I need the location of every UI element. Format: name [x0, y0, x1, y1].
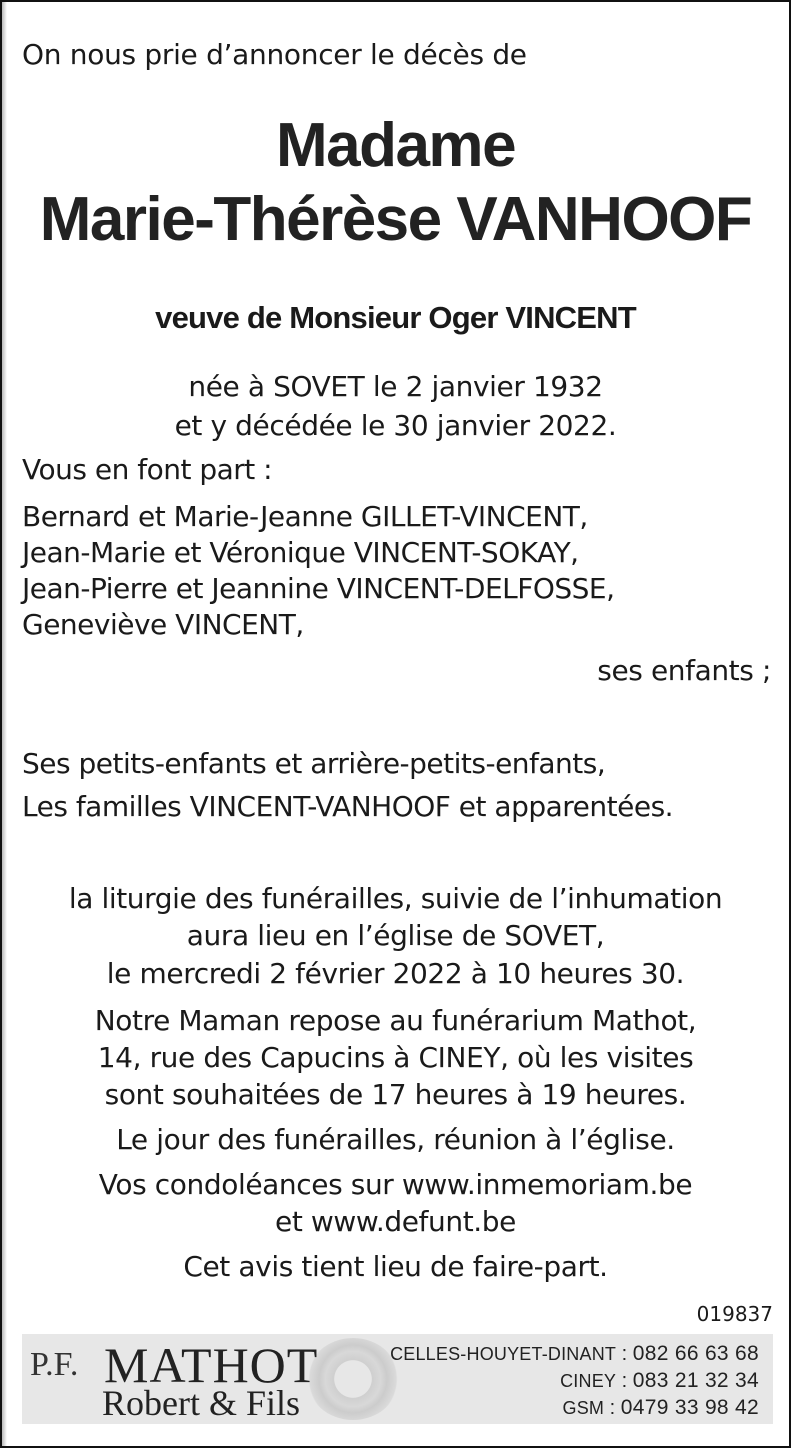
contact-row: GSM : 0479 33 98 42 [562, 1396, 759, 1419]
families-line: Les familles VINCENT-VANHOOF et apparentées. [22, 790, 674, 823]
contact-number: 0479 33 98 42 [620, 1396, 759, 1419]
contact-row: CINEY : 083 21 32 34 [560, 1369, 759, 1392]
contact-label: GSM [562, 1398, 605, 1418]
liturgy-line: aura lieu en l’église de SOVET, [186, 919, 605, 952]
child-line: Jean-Marie et Véronique VINCENT-SOKAY, [22, 536, 579, 569]
liturgy-line: le mercredi 2 février 2022 à 10 heures 30. [106, 957, 685, 990]
contact-number: 082 66 63 68 [632, 1342, 759, 1365]
condolences-line: et www.defunt.be [275, 1205, 516, 1238]
deceased-title: Madame [275, 111, 516, 180]
child-line: Geneviève VINCENT, [22, 608, 304, 641]
brand-name: MATHOT [104, 1337, 319, 1393]
deceased-name: Marie-Thérèse VANHOOF [39, 185, 752, 254]
repose-line: 14, rue des Capucins à CINEY, où les visites [97, 1041, 694, 1074]
pf-label: P.F. [30, 1346, 79, 1383]
grandchildren-line: Ses petits-enfants et arrière-petits-enfants, [22, 747, 606, 780]
death-line: et y décédée le 30 janvier 2022. [174, 409, 617, 442]
contact-list [359, 1340, 759, 1421]
contact-row: CELLES-HOUYET-DINANT : 082 66 63 68 [390, 1342, 759, 1365]
children-label: ses enfants ; [597, 654, 771, 687]
repose-line: sont souhaitées de 17 heures à 19 heures. [104, 1078, 687, 1111]
repose-line: Notre Maman repose au funérarium Mathot, [94, 1004, 697, 1037]
child-line: Jean-Pierre et Jeannine VINCENT-DELFOSSE, [22, 572, 615, 605]
widow-of: veuve de Monsieur Oger VINCENT [155, 300, 636, 335]
condolences-line: Vos condoléances sur www.inmemoriam.be [98, 1168, 693, 1201]
funeral-home-banner [22, 1334, 773, 1424]
meeting-line: Le jour des funérailles, réunion à l’église. [116, 1123, 675, 1156]
reference-number: 019837 [696, 1302, 773, 1326]
intro-text: On nous prie d’annoncer le décès de [22, 38, 527, 71]
contact-number: 083 21 32 34 [632, 1369, 759, 1392]
liturgy-line: la liturgie des funérailles, suivie de l’inhumation [68, 882, 723, 915]
child-line: Bernard et Marie-Jeanne GILLET-VINCENT, [22, 500, 588, 533]
announcers-label: Vous en font part : [22, 453, 273, 486]
brand-subtitle: Robert & Fils [102, 1383, 301, 1423]
contact-label: CINEY [560, 1371, 617, 1391]
contact-label: CELLES-HOUYET-DINANT [390, 1344, 617, 1364]
birth-line: née à SOVET le 2 janvier 1932 [188, 370, 603, 403]
closing-line: Cet avis tient lieu de faire-part. [183, 1250, 608, 1283]
